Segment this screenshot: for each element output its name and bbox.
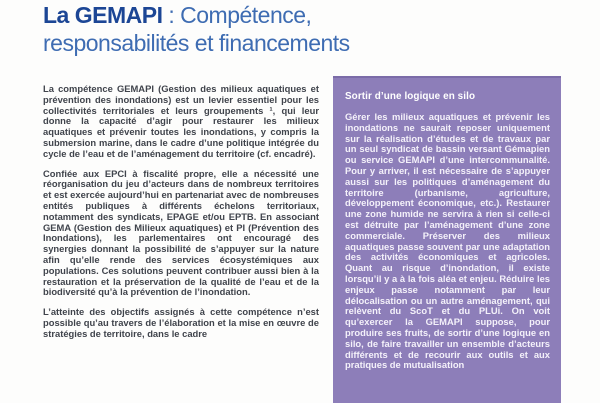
article-column [43, 84, 319, 349]
title-emphasis: La GEMAPI [43, 2, 163, 28]
article-paragraph-3: L’atteinte des objectifs assignés à cette compétence n’est possible qu’au travers de l’élaboration et la mise en œuvre de stratégies de territoire, dans le cadre [43, 306, 319, 339]
title-line2: responsabilités et financements [43, 30, 350, 56]
callout-box [333, 76, 561, 403]
article-paragraph-2: Confiée aux EPCI à fiscalité propre, elle a nécessité une réorganisation du jeu d’acteurs dans de nombreux territoires et est exercée aujourd’hui en partenariat avec de nombreuses entités publiques à différents échelons territoriaux, notamment des syndicats, EPAGE et/ou EPTB. En associant GEMA (Gestion des Milieux aquatiques) et PI (Prévention des Inondations), les parlementaires ont encouragé des synergies donnant la possibilité de s’appuyer sur la nature afin qu’elle rende des services écosystémiques aux populations. Ces solutions peuvent contribuer aussi bien à la restauration et la préservation de la qualité de l’eau et de la biodiversité qu’à la prévention de l’inondation. [43, 167, 319, 298]
callout-heading: Sortir d’une logique en silo [345, 91, 476, 102]
title-line1 [43, 1, 463, 29]
title-line1-rest: : Compétence, [162, 2, 312, 28]
article-paragraph-1: La compétence GEMAPI (Gestion des milieux aquatiques et prévention des inondations) est un levier essentiel pour les collectivités territoriales et leurs groupements ¹, qui leur donne la capacité d’agir pour restaurer les milieux aquatiques et prévenir toutes les inondations, y compris la submersion marine, dans le cadre d’une politique intégrée du cycle de l’eau et de l’aménagement du territoire (cf. encadré). [43, 83, 319, 159]
page-title [43, 1, 463, 57]
callout-body: Gérer les milieux aquatiques et prévenir les inondations ne saurait reposer uniquement sur la réalisation d’études et de travaux par un seul syndicat de bassin versant Gémapien ou service GEMAPI d’une intercommunalité. Pour y arriver, il est nécessaire de s’appuyer aussi sur les politiques d’aménagement du territoire (urbanisme, agriculture, développement économique, etc.). Restaurer une zone humide ne servira à rien si celle-ci est détruite par l’aménagement d’une zone commerciale. Préserver des milieux aquatiques passe souvent par une adaptation des activités économiques et agricoles. Quant au risque d’inondation, il existe lorsqu’il y a à la fois aléa et enjeu. Réduire les enjeux passe notamment par leur délocalisation ou un autre aménagement, qui relèvent du ScoT et du PLUi. On voit qu’exercer la GEMAPI suppose, pour produire ses fruits, de sortir d’une logique en silo, de faire travailler un ensemble d’acteurs différents et de recourir aux outils et aux pratiques de mutualisation [345, 111, 550, 371]
